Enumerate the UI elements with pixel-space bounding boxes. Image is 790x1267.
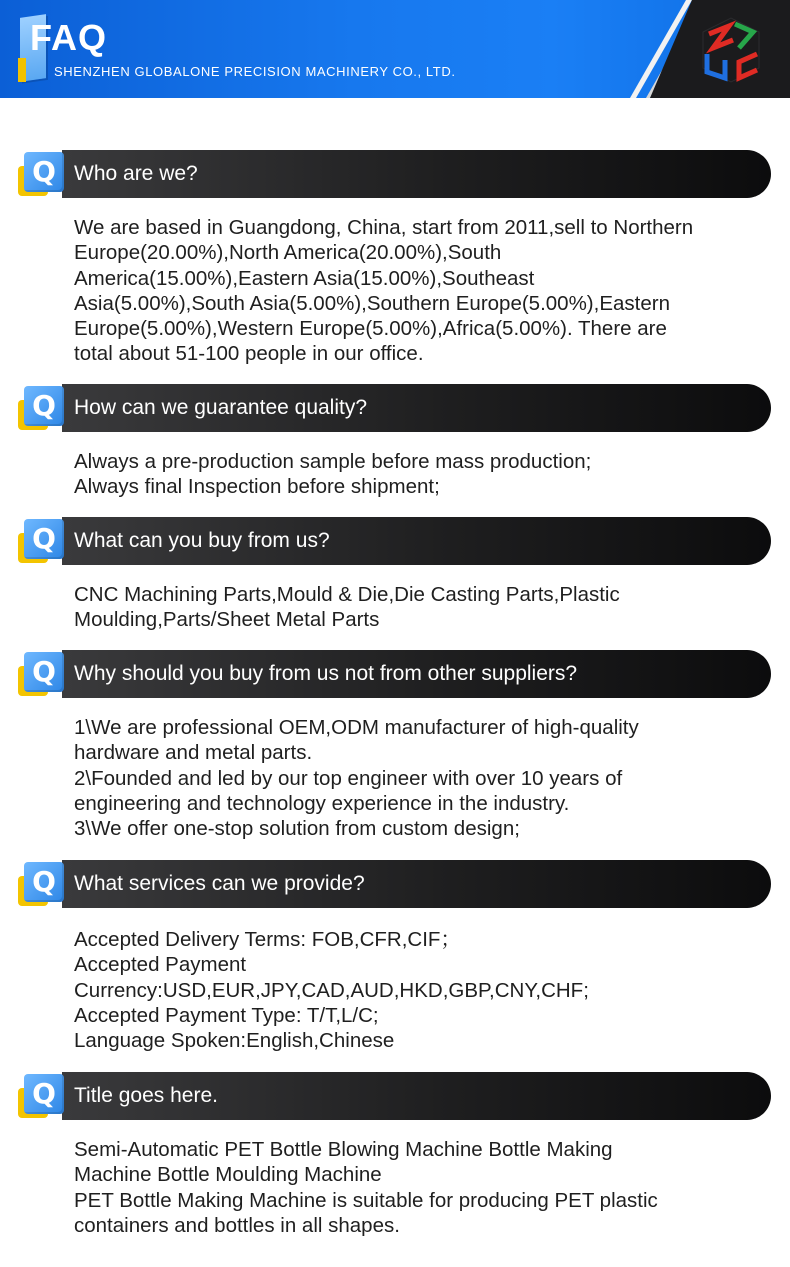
question-text: What services can we provide?: [74, 872, 365, 895]
answer-text: 1\We are professional OEM,ODM manufacturer of high-quality hardware and metal parts. 2\Founded and led by our top engineer with over 10 years of engineering and technology experience in the industry. 3\We offer one-stop solution from custom design;: [74, 716, 639, 841]
q-icon: Q: [18, 152, 66, 198]
q-icon: Q: [18, 1074, 66, 1120]
question-text: Who are we?: [74, 162, 198, 185]
answer-text: Always a pre-production sample before mass production; Always final Inspection before shipment;: [74, 450, 592, 499]
page-title: FAQ: [30, 17, 108, 58]
question-text: Title goes here.: [74, 1084, 218, 1107]
q-icon: Q: [18, 652, 66, 698]
question-text: How can we guarantee quality?: [74, 396, 368, 419]
question-text: Why should you buy from us not from other suppliers?: [74, 662, 578, 685]
answer-text: We are based in Guangdong, China, start from 2011,sell to Northern Europe(20.00%),North America(20.00%),South America(15.00%),Eastern Asia(15.00%),Southeast Asia(5.00%),South Asia(5.00%),Southern Europe(5.00%),Eastern Europe(5.00%),Western Europe(5.00%),Africa(5.00%). There are total about 51-100 people in our office.: [74, 216, 694, 366]
q-icon: Q: [18, 386, 66, 432]
banner-yellow-accent: [18, 58, 26, 82]
q-icon: Q: [18, 862, 66, 908]
answer-text: CNC Machining Parts,Mould & Die,Die Casting Parts,Plastic Moulding,Parts/Sheet Metal Parts: [74, 583, 620, 632]
company-name: SHENZHEN GLOBALONE PRECISION MACHINERY CO., LTD.: [54, 64, 456, 79]
q-icon: Q: [18, 519, 66, 565]
faq-banner: [0, 0, 790, 98]
answer-text: Accepted Delivery Terms: FOB,CFR,CIF； Accepted Payment Currency:USD,EUR,JPY,CAD,AUD,HKD,GBP,CNY,CHF; Accepted Payment Type: T/T,L/C; Language Spoken:English,Chinese: [74, 928, 589, 1053]
gzc-cube-logo-icon: [695, 14, 767, 86]
answer-text: Semi-Automatic PET Bottle Blowing Machine Bottle Making Machine Bottle Moulding Machine PET Bottle Making Machine is suitable for producing PET plastic containers and bottles in all shapes.: [74, 1138, 658, 1237]
question-text: What can you buy from us?: [74, 529, 330, 552]
